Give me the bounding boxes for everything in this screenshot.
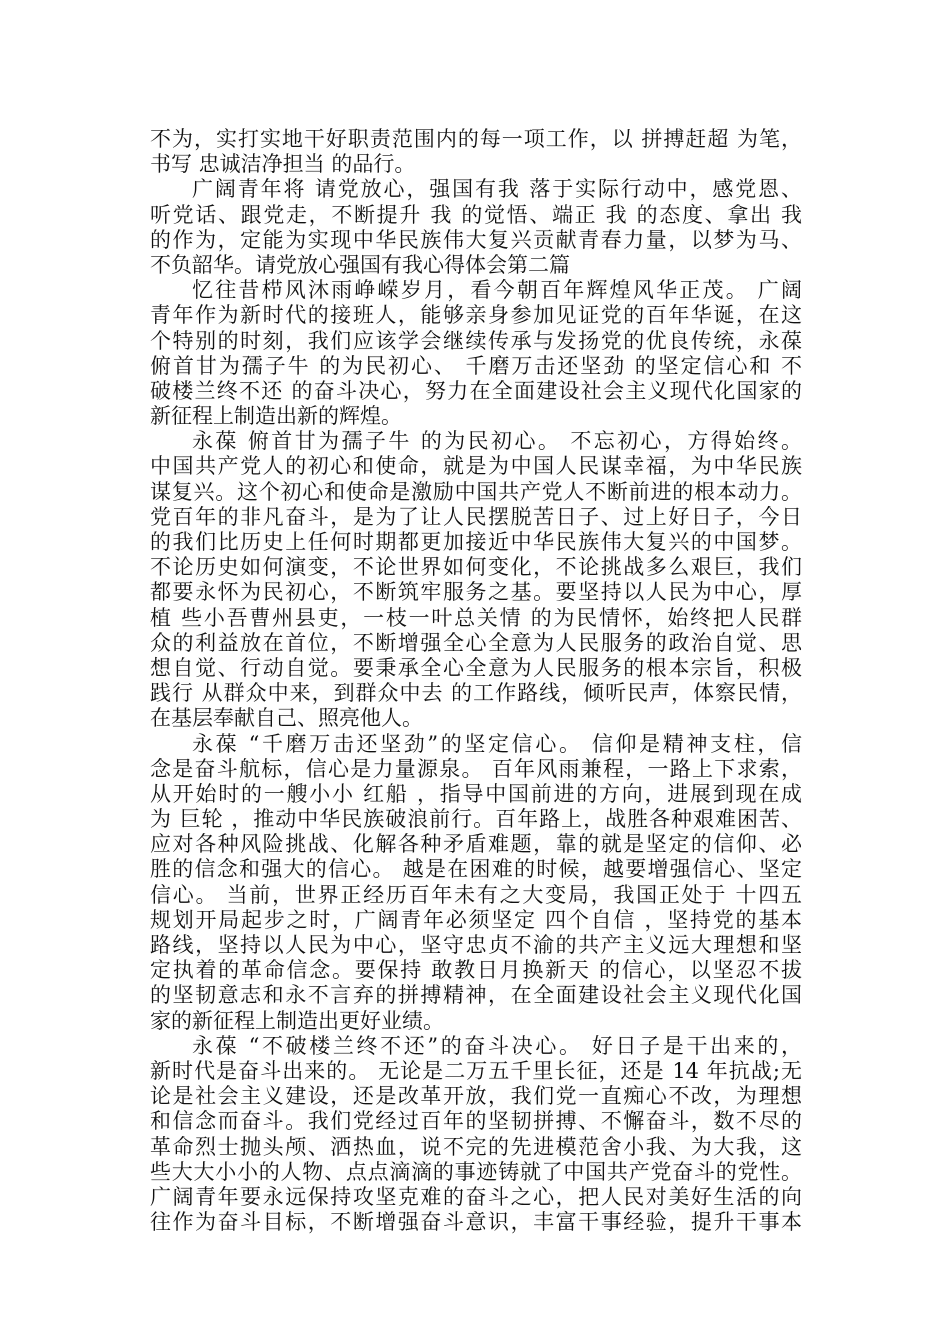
text-line: 永葆 “千磨万击还坚劲”的坚定信心。 信仰是精神支柱，信	[192, 731, 802, 756]
text-line: 想自觉、行动自觉。要秉承全心全意为人民服务的根本宗旨，积极	[150, 655, 802, 680]
text-line: 论是社会主义建设，还是改革开放，我们党一直痴心不改，为理想	[150, 1084, 802, 1109]
text-line: 广阔青年要永远保持攻坚克难的奋斗之心，把人民对美好生活的向	[150, 1184, 802, 1209]
text-line: 应对各种风险挑战、化解各种矛盾难题，靠的就是坚定的信仰、必	[150, 832, 802, 857]
text-line: 永葆 “不破楼兰终不还”的奋斗决心。 好日子是干出来的，	[192, 1033, 802, 1058]
text-line: 不论历史如何演变，不论世界如何变化，不论挑战多么艰巨，我们	[150, 555, 802, 580]
text-line: 都要永怀为民初心，不断筑牢服务之基。要坚持以人民为中心，厚	[150, 580, 802, 605]
text-line: 青年作为新时代的接班人，能够亲身参加见证党的百年华诞，在这	[150, 303, 802, 328]
text-line: 俯首甘为孺子牛 的为民初心、 千磨万击还坚劲 的坚定信心和 不	[150, 353, 802, 378]
text-line: 不负韶华。请党放心强国有我心得体会第二篇	[150, 252, 570, 277]
text-line: 的坚韧意志和永不言弃的拼搏精神，在全面建设社会主义现代化国	[150, 983, 802, 1008]
text-line: 规划开局起步之时，广阔青年必须坚定 四个自信 ，坚持党的基本	[150, 907, 802, 932]
text-line: 谋复兴。这个初心和使命是激励中国共产党人不断前进的根本动力。	[150, 479, 802, 504]
text-line: 听党话、跟党走，不断提升 我 的觉悟、端正 我 的态度、拿出 我	[150, 202, 802, 227]
text-line: 广阔青年将 请党放心，强国有我 落于实际行动中，感党恩、	[192, 177, 802, 202]
text-line: 中国共产党人的初心和使命，就是为中国人民谋幸福，为中华民族	[150, 454, 802, 479]
text-line: 不为，实打实地干好职责范围内的每一项工作，以 拼搏赶超 为笔，	[150, 127, 802, 151]
text-line: 信心。 当前，世界正经历百年未有之大变局，我国正处于 十四五	[150, 882, 802, 907]
text-line: 践行 从群众中来，到群众中去 的工作路线，倾听民声，体察民情，	[150, 681, 802, 706]
text-line: 些大大小小的人物、点点滴滴的事迹铸就了中国共产党奋斗的党性。	[150, 1159, 802, 1184]
text-line: 忆往昔栉风沐雨峥嵘岁月，看今朝百年辉煌风华正茂。 广阔	[192, 278, 802, 303]
text-line: 的作为，定能为实现中华民族伟大复兴贡献青春力量，以梦为马、	[150, 227, 802, 252]
text-line: 为 巨轮 ，推动中华民族破浪前行。百年路上，战胜各种艰难困苦、	[150, 807, 802, 832]
text-line: 革命烈士抛头颅、洒热血，说不完的先进模范舍小我、为大我，这	[150, 1134, 802, 1159]
document-body	[150, 127, 802, 1235]
text-line: 个特别的时刻，我们应该学会继续传承与发扬党的优良传统，永葆	[150, 328, 802, 353]
text-line: 路线，坚持以人民为中心，坚守忠贞不渝的共产主义远大理想和坚	[150, 933, 802, 957]
text-line: 定执着的革命信念。要保持 敢教日月换新天 的信心，以坚忍不拔	[150, 958, 802, 983]
text-line: 破楼兰终不还 的奋斗决心，努力在全面建设社会主义现代化国家的	[150, 378, 802, 403]
text-line: 新时代是奋斗出来的。 无论是二万五千里长征，还是 14 年抗战;无	[150, 1058, 802, 1083]
text-line: 和信念而奋斗。我们党经过百年的坚韧拼搏、不懈奋斗，数不尽的	[150, 1109, 802, 1134]
text-line: 永葆 俯首甘为孺子牛 的为民初心。 不忘初心，方得始终。	[192, 429, 802, 454]
text-line: 党百年的非凡奋斗，是为了让人民摆脱苦日子、过上好日子，今日	[150, 504, 802, 529]
text-line: 家的新征程上制造出更好业绩。	[150, 1008, 444, 1033]
text-line: 的我们比历史上任何时期都更加接近中华民族伟大复兴的中国梦。	[150, 530, 802, 554]
text-line: 胜的信念和强大的信心。 越是在困难的时候，越要增强信心、坚定	[150, 857, 802, 882]
text-line: 往作为奋斗目标，不断增强奋斗意识，丰富干事经验，提升干事本	[150, 1210, 802, 1235]
text-line: 在基层奉献自己、照亮他人。	[150, 706, 423, 731]
text-line: 从开始时的一艘小小 红船 ，指导中国前进的方向，进展到现在成	[150, 781, 802, 806]
text-line: 新征程上制造出新的辉煌。	[150, 404, 402, 429]
text-line: 众的利益放在首位，不断增强全心全意为人民服务的政治自觉、思	[150, 630, 802, 655]
text-line: 念是奋斗航标，信心是力量源泉。 百年风雨兼程，一路上下求索，	[150, 756, 802, 781]
text-line: 植 些小吾曹州县吏，一枝一叶总关情 的为民情怀，始终把人民群	[150, 605, 802, 630]
text-line: 书写 忠诚洁净担当 的品行。	[150, 152, 416, 177]
